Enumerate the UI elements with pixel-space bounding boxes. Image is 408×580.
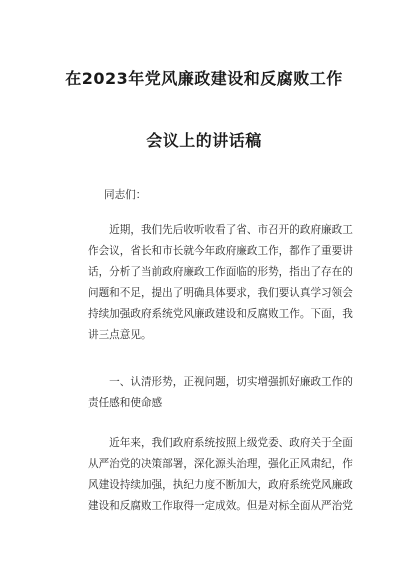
paragraph-line: 建设和反腐败工作取得一定成效。但是对标全面从严治党: [88, 500, 353, 512]
paragraph-line: 话，分析了当前政府廉政工作面临的形势，指出了存在的: [88, 266, 353, 278]
paragraph-line: 问题和不足，提出了明确具体要求，我们要认真学习领会: [88, 287, 353, 299]
heading-line: 一、认清形势，正视问题，切实增强抓好廉政工作的: [88, 376, 353, 388]
document-title-line-2: 会议上的讲话稿: [146, 131, 262, 150]
heading-line: 责任感和使命感: [88, 397, 163, 409]
paragraph-line: 持续加强政府系统党风廉政建设和反腐败工作。下面，我: [88, 308, 353, 320]
paragraph-line: 风建设持续加强，执纪力度不断加大，政府系统党风廉政: [88, 479, 353, 491]
greeting: 同志们：: [104, 189, 147, 201]
paragraph-intro: [88, 220, 353, 346]
paragraph-line: 讲三点意见。: [88, 329, 152, 341]
document-title-line-1: 在2023年党风廉政建设和反腐败工作: [65, 69, 343, 88]
paragraph-line: 近期，我们先后收听收看了省、市召开的政府廉政工: [88, 224, 353, 236]
section-heading-1: [88, 372, 353, 414]
paragraph-line: 近年来，我们政府系统按照上级党委、政府关于全面: [88, 437, 353, 449]
paragraph-line: 作会议，省长和市长就今年政府廉政工作，都作了重要讲: [88, 245, 353, 257]
paragraph-body: [88, 433, 353, 517]
paragraph-line: 从严治党的决策部署，深化源头治理，强化正风肃纪，作: [88, 458, 353, 470]
